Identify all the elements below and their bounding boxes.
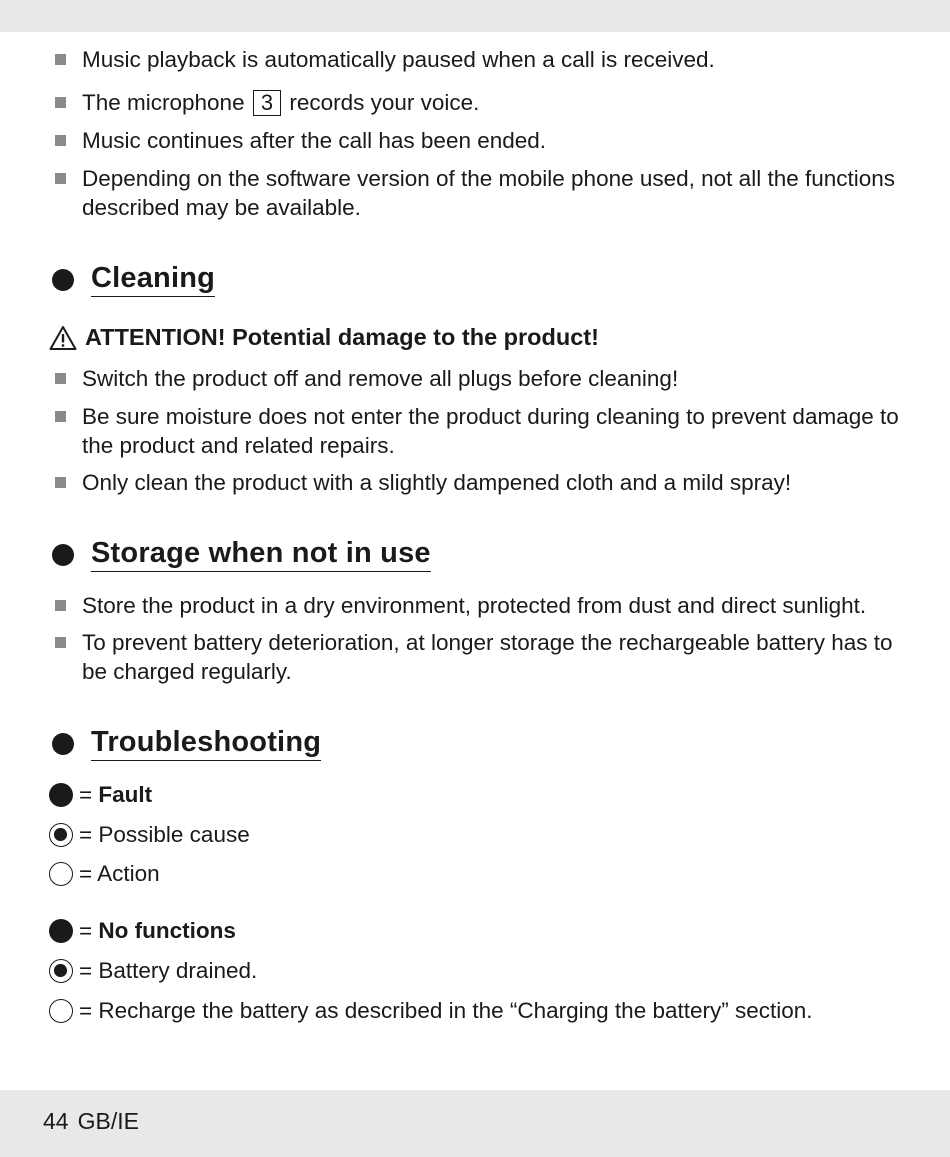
- attention-text: ATTENTION! Potential damage to the product!: [85, 324, 599, 350]
- intro-bullet-list: [0, 88, 950, 117]
- action-text: = Recharge the battery as described in the “Charging the battery” section.: [79, 998, 813, 1023]
- equals-sign: =: [79, 782, 93, 807]
- fault-row: [49, 918, 236, 944]
- page-number: 44: [43, 1108, 69, 1134]
- legend-action: [49, 861, 160, 887]
- cause-text: = Battery drained.: [79, 958, 258, 983]
- page-locale: GB/IE: [77, 1108, 139, 1134]
- bullet-text: Be sure moisture does not enter the product during cleaning to prevent damage to the product and related repairs.: [82, 404, 899, 458]
- warning-triangle-icon: [49, 325, 77, 351]
- bullet-text: Music playback is automatically paused when a call is received.: [82, 47, 715, 72]
- list-item: [0, 45, 912, 74]
- cleaning-bullet-list: [0, 468, 950, 497]
- action-row: [49, 998, 813, 1024]
- section-heading-cleaning: [52, 262, 215, 297]
- equals-sign: =: [79, 918, 93, 943]
- square-bullet-icon: [55, 173, 66, 184]
- list-item: [0, 88, 912, 117]
- section-title: Storage when not in use: [91, 537, 431, 572]
- target-circle-icon: [49, 959, 73, 983]
- bullet-text: To prevent battery deterioration, at longer storage the rechargeable battery has to be charged regularly.: [82, 630, 893, 684]
- cleaning-bullet-list: [0, 364, 950, 393]
- bullet-text: Only clean the product with a slightly dampened cloth and a mild spray!: [82, 470, 792, 495]
- list-item: [0, 402, 912, 460]
- empty-circle-icon: [49, 999, 73, 1023]
- square-bullet-icon: [55, 373, 66, 384]
- square-bullet-icon: [55, 411, 66, 422]
- attention-notice: [49, 324, 599, 351]
- legend-fault: [49, 782, 152, 808]
- list-item: [0, 164, 912, 222]
- list-item: [0, 364, 912, 393]
- list-item: [0, 468, 912, 497]
- section-title: Cleaning: [91, 262, 215, 297]
- fault-title: No functions: [98, 918, 236, 943]
- page-footer: [43, 1108, 148, 1135]
- intro-bullet-list: [0, 45, 950, 74]
- cause-row: [49, 958, 257, 984]
- section-dot-icon: [52, 733, 74, 755]
- bullet-text: The microphone: [82, 90, 251, 115]
- legend-cause: [49, 822, 250, 848]
- legend-action-label: = Action: [79, 861, 160, 886]
- square-bullet-icon: [55, 135, 66, 146]
- square-bullet-icon: [55, 97, 66, 108]
- filled-circle-icon: [49, 919, 73, 943]
- bullet-text: records your voice.: [283, 90, 480, 115]
- legend-cause-label: = Possible cause: [79, 822, 250, 847]
- list-item: [0, 628, 912, 686]
- square-bullet-icon: [55, 477, 66, 488]
- cleaning-bullet-list: [0, 402, 950, 460]
- section-heading-troubleshooting: [52, 726, 321, 761]
- section-title: Troubleshooting: [91, 726, 321, 761]
- bullet-text: Music continues after the call has been ended.: [82, 128, 547, 153]
- square-bullet-icon: [55, 637, 66, 648]
- square-bullet-icon: [55, 54, 66, 65]
- bullet-text: Store the product in a dry environment, protected from dust and direct sunlight.: [82, 593, 867, 618]
- empty-circle-icon: [49, 862, 73, 886]
- section-heading-storage: [52, 537, 431, 572]
- intro-bullet-list: [0, 164, 950, 222]
- section-dot-icon: [52, 269, 74, 291]
- section-dot-icon: [52, 544, 74, 566]
- legend-fault-label: Fault: [98, 782, 153, 807]
- list-item: [0, 126, 912, 155]
- storage-bullet-list: [0, 591, 950, 620]
- target-circle-icon: [49, 823, 73, 847]
- top-band: [0, 0, 950, 32]
- list-item: [0, 591, 912, 620]
- storage-bullet-list: [0, 628, 950, 686]
- intro-bullet-list: [0, 126, 950, 155]
- filled-circle-icon: [49, 783, 73, 807]
- square-bullet-icon: [55, 600, 66, 611]
- reference-number-box: 3: [253, 90, 281, 116]
- bullet-text: Depending on the software version of the mobile phone used, not all the functions described may be available.: [82, 166, 896, 220]
- bullet-text: Switch the product off and remove all plugs before cleaning!: [82, 366, 679, 391]
